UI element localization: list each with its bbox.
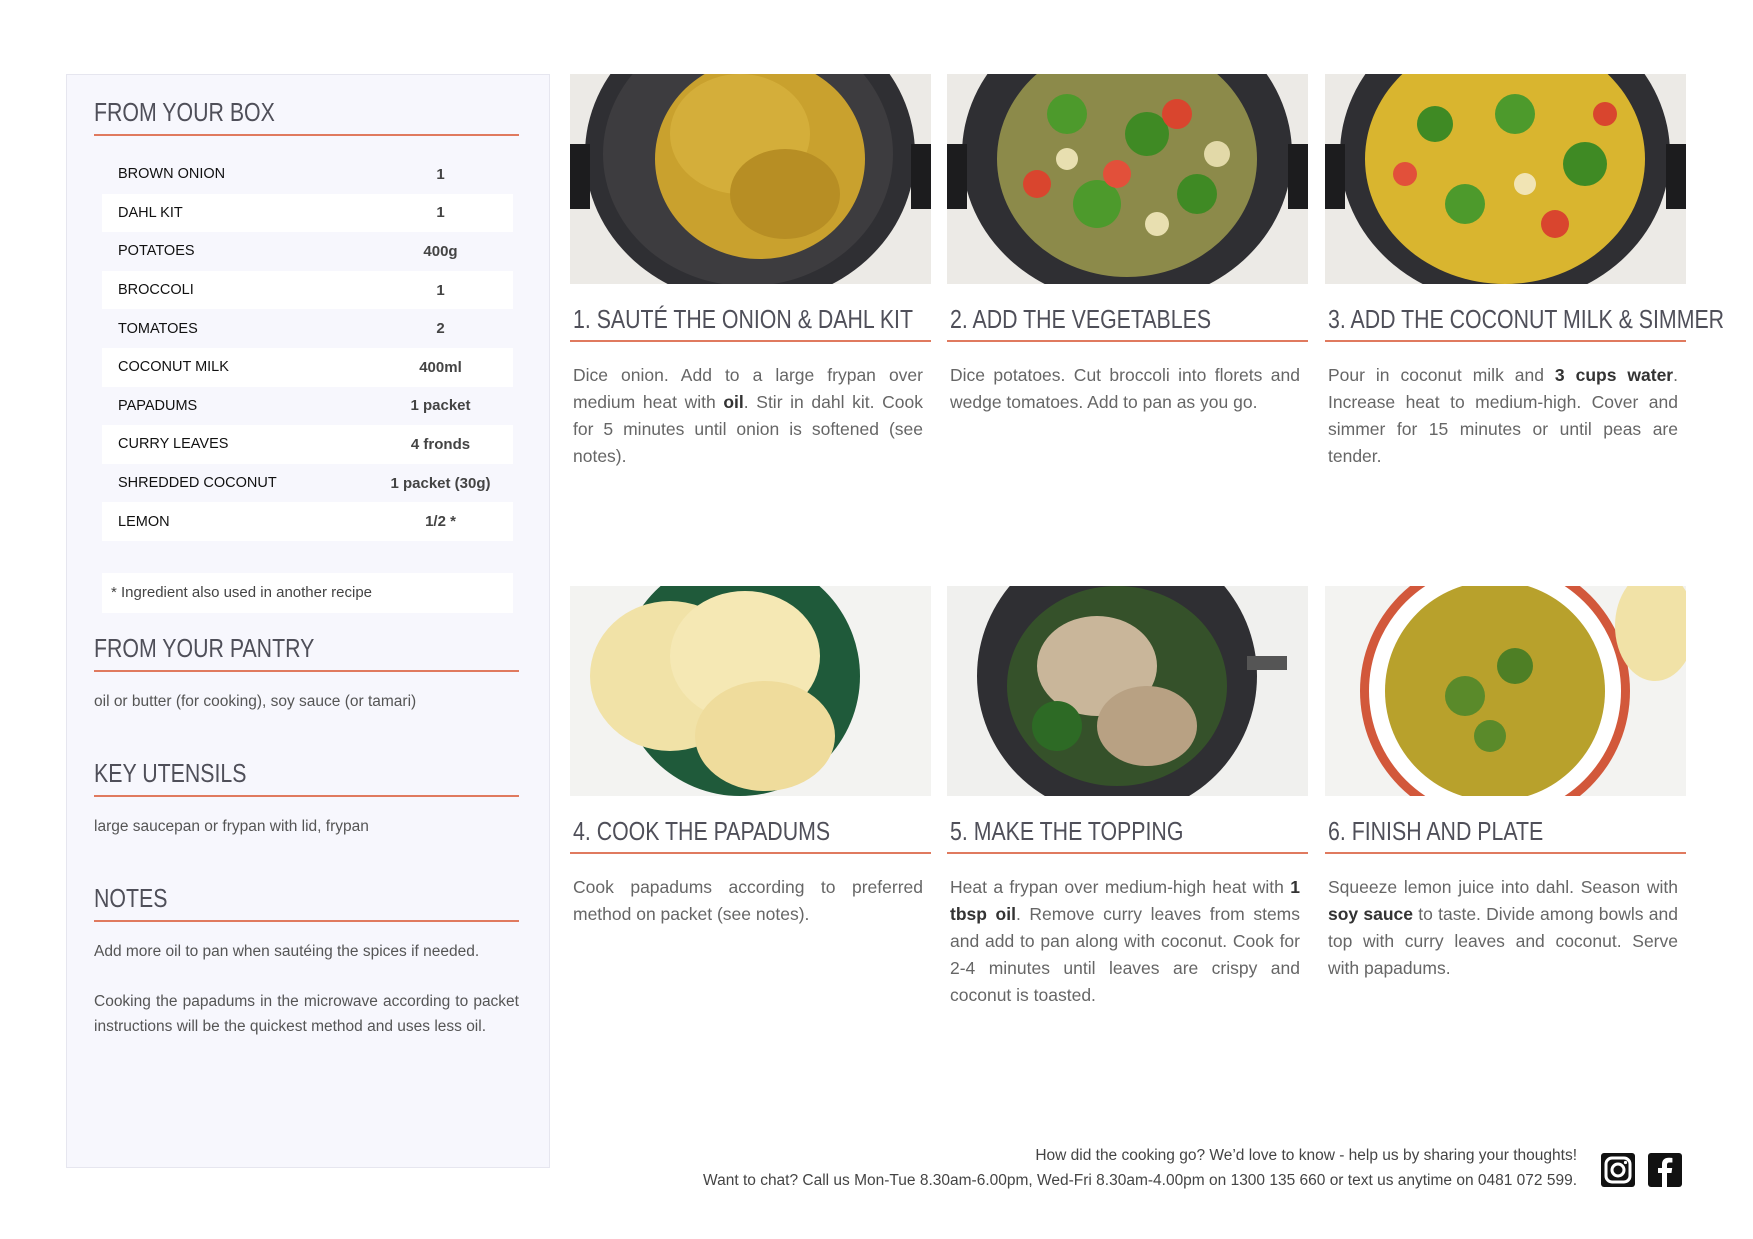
key-utensils-heading: KEY UTENSILS	[94, 758, 247, 788]
ingredient-name: SHREDDED COCONUT	[118, 475, 277, 492]
ingredient-qty: 4 fronds	[410, 435, 471, 453]
heading-underline	[94, 134, 519, 136]
ingredient-qty: 1/2 *	[425, 513, 456, 531]
ingredient-name: PAPADUMS	[118, 397, 198, 414]
from-your-box-heading: FROM YOUR BOX	[94, 97, 275, 127]
ingredient-row	[102, 502, 513, 541]
ingredient-name: DAHL KIT	[118, 204, 183, 221]
from-your-pantry-heading: FROM YOUR PANTRY	[94, 633, 315, 663]
step-underline	[570, 852, 931, 854]
heading-underline	[94, 670, 519, 672]
ingredient-name: LEMON	[118, 513, 170, 530]
step-title: 2. ADD THE VEGETABLES	[950, 304, 1212, 334]
ingredient-qty: 1 packet	[410, 397, 471, 415]
step-text: Cook papadums according to preferred method on packet (see notes).	[573, 877, 923, 924]
step-5	[947, 586, 1308, 1016]
ingredient-footnote: * Ingredient also used in another recipe	[102, 573, 513, 613]
step-text: Heat a frypan over medium-high heat with 1 tbsp oil. Remove curry leaves from stems and add to pan along with coconut. Cook for 2-4 minutes until leaves are crispy and coconut is toasted.	[950, 877, 1301, 1005]
step-title: 3. ADD THE COCONUT MILK & SIMMER	[1328, 304, 1725, 334]
ingredient-row	[102, 387, 513, 426]
note-item: Cooking the papadums in the microwave according to packet instructions will be the quickest method and uses less oil.	[94, 993, 519, 1035]
step-underline	[1325, 340, 1686, 342]
pantry-text: oil or butter (for cooking), soy sauce (or tamari)	[94, 693, 417, 710]
heading-underline	[94, 920, 519, 922]
ingredient-row	[102, 271, 513, 310]
step-title: 5. MAKE THE TOPPING	[950, 816, 1184, 846]
step-title: 1. SAUTÉ THE ONION & DAHL KIT	[573, 304, 914, 334]
heading-underline	[94, 795, 519, 797]
ingredient-name: BROWN ONION	[118, 166, 226, 183]
ingredient-row	[102, 194, 513, 233]
feedback-footer	[703, 1143, 1577, 1193]
ingredient-row	[102, 155, 513, 194]
step-underline	[947, 340, 1308, 342]
step-underline	[570, 340, 931, 342]
step-text: Pour in coconut milk and 3 cups water. Increase heat to medium-high. Cover and simmer for 15 minutes or until peas are tender.	[1328, 365, 1678, 466]
step-1	[570, 74, 931, 504]
ingredient-qty: 400ml	[419, 358, 462, 376]
ingredient-qty: 1 packet (30g)	[390, 474, 491, 492]
facebook-icon[interactable]	[1647, 1152, 1683, 1188]
step-text: Squeeze lemon juice into dahl. Season with soy sauce to taste. Divide among bowls and top with curry leaves and coconut. Serve with papadums.	[1328, 877, 1678, 978]
step-underline	[947, 852, 1308, 854]
ingredients-sidebar	[66, 74, 550, 1168]
ingredients-table	[102, 155, 513, 541]
feedback-line: How did the cooking go? We’d love to know - help us by sharing your thoughts!	[1035, 1147, 1577, 1164]
ingredient-row	[102, 309, 513, 348]
ingredient-qty: 400g	[423, 242, 458, 260]
ingredient-name: POTATOES	[118, 243, 195, 260]
papadums-photo	[570, 586, 931, 796]
step-2	[947, 74, 1308, 504]
dahl-kit-frypan-photo	[570, 74, 931, 284]
step-4	[570, 586, 931, 1016]
ingredient-qty: 1	[436, 204, 445, 222]
ingredient-name: TOMATOES	[118, 320, 198, 337]
ingredient-row	[102, 425, 513, 464]
ingredient-name: COCONUT MILK	[118, 359, 229, 376]
vegetables-frypan-photo	[947, 74, 1308, 284]
curry-leaf-coconut-topping-photo	[947, 586, 1308, 796]
step-title: 4. COOK THE PAPADUMS	[573, 816, 831, 846]
step-3	[1325, 74, 1725, 504]
ingredient-qty: 1	[436, 281, 445, 299]
step-6	[1325, 586, 1686, 1016]
ingredient-qty: 1	[436, 165, 445, 183]
ingredient-name: BROCCOLI	[118, 282, 194, 299]
ingredient-qty: 2	[436, 320, 445, 338]
ingredient-row	[102, 464, 513, 503]
plated-dahl-photo	[1325, 586, 1686, 796]
notes-heading: NOTES	[94, 883, 168, 913]
step-text: Dice potatoes. Cut broccoli into florets and wedge tomatoes. Add to pan as you go.	[950, 365, 1300, 412]
contact-line: Want to chat? Call us Mon-Tue 8.30am-6.00pm, Wed-Fri 8.30am-4.00pm on 1300 135 660 or text us anytime on 0481 072 599.	[703, 1172, 1577, 1189]
note-item: Add more oil to pan when sautéing the spices if needed.	[94, 943, 480, 960]
ingredient-name: CURRY LEAVES	[118, 436, 229, 453]
ingredient-row	[102, 232, 513, 271]
utensils-text: large saucepan or frypan with lid, frypan	[94, 818, 369, 835]
ingredient-row	[102, 348, 513, 387]
instagram-icon[interactable]	[1600, 1152, 1636, 1188]
step-underline	[1325, 852, 1686, 854]
step-title: 6. FINISH AND PLATE	[1328, 816, 1544, 846]
step-text: Dice onion. Add to a large frypan over medium heat with oil. Stir in dahl kit. Cook for 5 minutes until onion is softened (see notes).	[573, 365, 923, 466]
coconut-curry-frypan-photo	[1325, 74, 1686, 284]
